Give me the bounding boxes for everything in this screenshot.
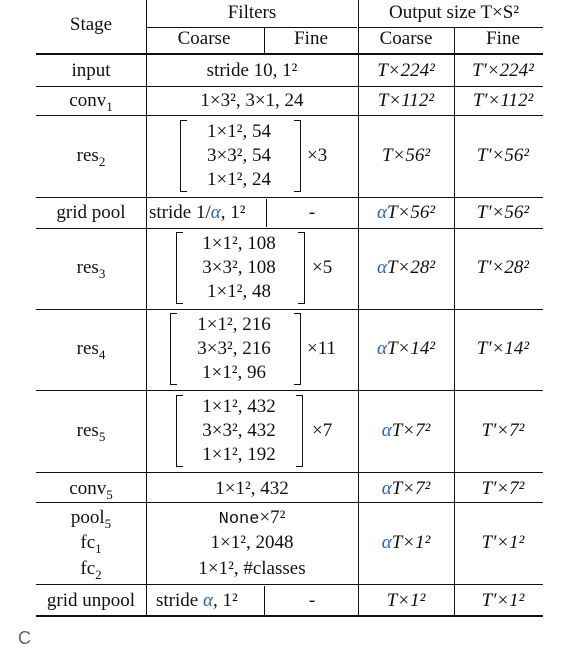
col-divider-stage — [146, 0, 147, 616]
res4-line-1: 1×1², 216 — [197, 314, 271, 335]
header-filters-coarse: Coarse — [177, 28, 231, 49]
stage-gridunpool: grid unpool — [46, 590, 136, 611]
stage-res5: res$_5$ — [76, 420, 106, 444]
stage-fc1: $fc_1$ — [80, 532, 102, 556]
output-subheader-rule — [359, 27, 543, 28]
filters-input: stride 10, 1² — [206, 60, 298, 81]
rule-conv1 — [36, 115, 543, 116]
out-coarse-pool-fc: αT×1² — [381, 532, 431, 553]
stage-gridpool: grid pool — [56, 202, 126, 223]
header-rule — [36, 53, 543, 55]
out-coarse-res3: αT×28² — [376, 257, 436, 278]
res4-multiplier: ×11 — [307, 338, 337, 359]
out-coarse-gridunpool: T×1² — [386, 590, 426, 611]
subdiv-filters-gridunpool — [264, 586, 265, 615]
bottom-rule — [36, 615, 543, 617]
res5-line-3: 1×1², 192 — [202, 444, 276, 465]
res2-line-3: 1×1², 24 — [207, 169, 271, 190]
filters-fc1: 1×1², 2048 — [210, 532, 294, 553]
filters-fine-gridpool: - — [308, 202, 316, 223]
rule-res4 — [36, 390, 543, 391]
filters-coarse-gridunpool: stride α, 1² — [156, 590, 238, 611]
subdiv-output-rows — [454, 55, 455, 616]
filters-conv1: 1×3², 3×1, 24 — [200, 90, 304, 111]
res5-line-2: 3×3², 432 — [202, 420, 276, 441]
out-fine-input: T′×224² — [472, 60, 534, 81]
res2-bracket-left — [180, 120, 187, 192]
subdiv-output-header — [454, 28, 455, 53]
out-coarse-res4: αT×14² — [376, 338, 436, 359]
out-coarse-res2: T×56² — [381, 145, 431, 166]
rule-res5 — [36, 472, 543, 473]
res2-multiplier: ×3 — [307, 145, 328, 166]
res5-line-1: 1×1², 432 — [202, 396, 276, 417]
res3-bracket-right — [298, 232, 305, 304]
header-filters: Filters — [227, 2, 277, 23]
subdiv-filters-gridpool — [266, 199, 267, 227]
res4-line-3: 1×1², 96 — [202, 362, 266, 383]
rule-res2 — [36, 197, 543, 198]
out-fine-conv1: T′×112² — [472, 90, 534, 111]
res5-multiplier: ×7 — [312, 420, 333, 441]
res4-line-2: 3×3², 216 — [197, 338, 271, 359]
res4-bracket-right — [294, 313, 301, 385]
caption-fragment: C — [18, 628, 31, 648]
res5-bracket-right — [296, 395, 303, 467]
res2-line-1: 1×1², 54 — [207, 121, 271, 142]
header-output-size: Output size T×S² — [388, 2, 520, 23]
stage-fc2: $fc_2$ — [80, 558, 102, 582]
filters-fine-gridunpool: - — [308, 590, 316, 611]
out-coarse-res5: αT×7² — [381, 420, 431, 441]
filters-subheader-rule — [147, 27, 357, 28]
filters-conv5: 1×1², 432 — [215, 478, 289, 499]
subdiv-filters-header — [264, 28, 265, 53]
stage-conv1: conv$_1$ — [69, 90, 113, 114]
col-divider-filters — [358, 0, 359, 616]
rule-gridpool — [36, 228, 543, 229]
out-coarse-gridpool: αT×56² — [376, 202, 436, 223]
out-fine-res2: T′×56² — [476, 145, 530, 166]
res2-line-2: 3×3², 54 — [207, 145, 271, 166]
out-coarse-conv1: T×112² — [377, 90, 435, 111]
out-fine-res5: T′×7² — [481, 420, 525, 441]
res5-bracket-left — [176, 395, 183, 467]
res3-bracket-left — [176, 232, 183, 304]
filters-fc2: 1×1², #classes — [198, 558, 306, 579]
stage-pool5: pool$_5$ — [70, 507, 112, 531]
rule-input — [36, 86, 543, 87]
header-output-coarse: Coarse — [379, 28, 433, 49]
out-fine-res3: T′×28² — [476, 257, 530, 278]
rule-pool-fc — [36, 584, 543, 585]
rule-res3 — [36, 309, 543, 310]
header-output-fine: Fine — [486, 28, 520, 49]
res3-line-2: 3×3², 108 — [202, 257, 276, 278]
out-fine-conv5: T′×7² — [481, 478, 525, 499]
res2-bracket-right — [294, 120, 301, 192]
filters-coarse-gridpool: stride 1/α, 1² — [149, 202, 246, 223]
stage-res2: res$_2$ — [76, 145, 106, 169]
res4-bracket-left — [170, 313, 177, 385]
out-fine-gridunpool: T′×1² — [481, 590, 525, 611]
filters-pool5: None×7² — [218, 507, 286, 529]
stage-res3: res$_3$ — [76, 257, 106, 281]
out-coarse-conv5: αT×7² — [381, 478, 431, 499]
res3-line-1: 1×1², 108 — [202, 233, 276, 254]
out-coarse-input: T×224² — [377, 60, 435, 81]
stage-input: input — [71, 60, 111, 81]
out-fine-gridpool: T′×56² — [476, 202, 530, 223]
stage-res4: res$_4$ — [76, 338, 106, 362]
res3-multiplier: ×5 — [312, 257, 333, 278]
header-filters-fine: Fine — [294, 28, 328, 49]
header-stage: Stage — [69, 14, 113, 35]
stage-conv5: conv$_5$ — [69, 478, 113, 502]
out-fine-pool-fc: T′×1² — [481, 532, 525, 553]
rule-conv5 — [36, 502, 543, 503]
out-fine-res4: T′×14² — [476, 338, 530, 359]
res3-line-3: 1×1², 48 — [207, 281, 271, 302]
